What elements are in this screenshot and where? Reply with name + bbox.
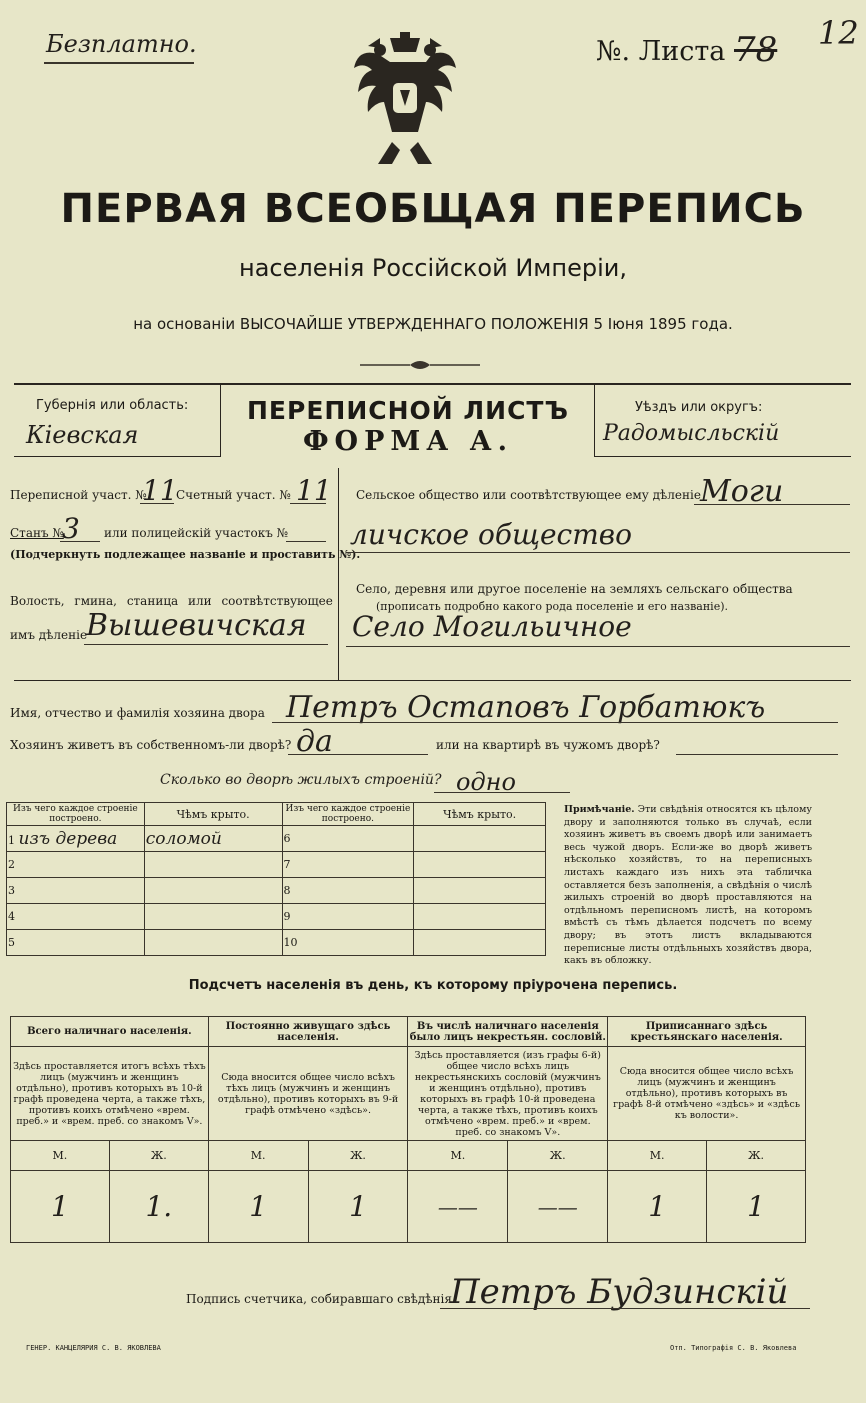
form-name: ПЕРЕПИСНОЙ ЛИСТЪ — [247, 396, 569, 425]
count-section-line — [290, 503, 326, 504]
sheet-number-value: 78 — [734, 30, 778, 70]
signature-label: Подпись счетчика, собиравшаго свѣдѣнія — [186, 1292, 452, 1306]
footer-right: Отп. Типографія С. В. Яковлева — [670, 1344, 797, 1352]
buildings-cell — [414, 930, 546, 956]
table-row — [7, 826, 546, 852]
village-value: Село Могильичное — [352, 610, 632, 643]
own-yard-line — [288, 754, 428, 755]
female-header: Ж. — [707, 1141, 806, 1171]
female-header: Ж. — [508, 1141, 608, 1171]
society-label: Сельское общество или соотвѣтствующее ему дѣленіе — [356, 488, 701, 502]
building-roof: соломой — [144, 826, 282, 852]
stan-label: Станъ № — [10, 526, 64, 540]
row-number: 1 — [8, 833, 15, 847]
sheet-number-label: №. Листа — [596, 36, 726, 67]
buildings-cell — [414, 904, 546, 930]
buildings-cell — [7, 826, 145, 852]
police-label: или полицейскій участокъ № — [104, 526, 289, 540]
buildings-value: одно — [456, 768, 516, 796]
count-head-permanent: Постоянно живущаго здѣсь населенія. — [208, 1017, 408, 1047]
village-label: Село, деревня или другое поселеніе на земляхъ сельскаго общества — [356, 582, 793, 596]
count-total-female: 1. — [109, 1171, 208, 1243]
row-number: 3 — [7, 878, 145, 904]
count-permanent-female: 1 — [308, 1171, 408, 1243]
buildings-cell — [144, 852, 282, 878]
district-label: Уѣздъ или округъ: — [635, 400, 763, 415]
count-head-total: Всего наличнаго населенія. — [11, 1017, 209, 1047]
police-line — [286, 541, 326, 542]
count-desc-permanent: Сюда вносится общее число всѣхъ тѣхъ лицъ (мужчинъ и женщинъ отдѣльно), противъ которыхъ въ 9-й графѣ отмѣчено «здѣсь». — [208, 1047, 408, 1141]
note-block — [564, 804, 812, 968]
buildings-label: Сколько во дворѣ жилыхъ строеній? — [160, 772, 442, 788]
table-row — [7, 852, 546, 878]
count-head-non-peasant: Въ числѣ наличнаго населенія было лицъ некрестьян. сословій. — [408, 1017, 608, 1047]
buildings-cell — [414, 826, 546, 852]
free-label: Безплатно. — [46, 30, 197, 58]
buildings-cell — [414, 878, 546, 904]
row-number: 7 — [282, 852, 414, 878]
row-number: 2 — [7, 852, 145, 878]
village-note: (прописать подробно какого рода поселеніе и его названіе). — [376, 600, 728, 613]
row-number: 6 — [282, 826, 414, 852]
row-number: 8 — [282, 878, 414, 904]
male-header: М. — [208, 1141, 308, 1171]
count-head-peasant: Приписаннаго здѣсь крестьянскаго населенія. — [608, 1017, 806, 1047]
district-box — [594, 383, 851, 457]
volost-label: Волость, гмина, станица или соотвѣтствующее — [10, 594, 333, 608]
sheet-number-margin: 12 — [818, 14, 859, 52]
female-header: Ж. — [308, 1141, 408, 1171]
count-desc-non-peasant: Здѣсь проставляется (изъ графы 6-й) общее число всѣхъ лицъ некрестьянскихъ сословій (мужчинъ и женщинъ отдѣльно), противъ которыхъ въ графѣ 10-й проведена черта, а также тѣхъ, противъ коихъ отмѣчено «врем. преб.» и «врем. преб. со знакомъ V». — [408, 1047, 608, 1141]
stan-line — [60, 541, 100, 542]
buildings-cell — [144, 930, 282, 956]
province-label: Губернія или область: — [36, 398, 189, 413]
buildings-cell — [144, 904, 282, 930]
province-value: Кіевская — [26, 421, 139, 449]
buildings-col-roof-2: Чѣмъ крыто. — [414, 803, 546, 826]
signature-line — [440, 1308, 810, 1309]
society-line-2 — [346, 552, 850, 553]
row-number: 4 — [7, 904, 145, 930]
census-section-line — [140, 503, 174, 504]
village-line — [346, 646, 850, 647]
male-header: М. — [608, 1141, 707, 1171]
section-rule — [14, 680, 851, 681]
society-line-1 — [694, 504, 850, 505]
row-number: 9 — [282, 904, 414, 930]
count-desc-peasant: Сюда вносится общее число всѣхъ лицъ (мужчинъ и женщинъ отдѣльно), противъ которыхъ въ графѣ 8-й отмѣчено «здѣсь» и «здѣсь къ волости». — [608, 1047, 806, 1141]
underline-note: (Подчеркнуть подлежащее названіе и проставить №). — [10, 548, 361, 561]
district-value: Радомысльскій — [603, 421, 780, 446]
table-row — [7, 930, 546, 956]
male-header: М. — [408, 1141, 508, 1171]
buildings-col-material: Изъ чего каждое строеніе построено. — [7, 803, 145, 826]
volost-label-2: имъ дѣленіе — [10, 628, 88, 642]
buildings-col-roof: Чѣмъ крыто. — [144, 803, 282, 826]
count-section-value: 11 — [296, 474, 332, 507]
buildings-cell — [144, 878, 282, 904]
owner-name-label: Имя, отчество и фамилія хозяина двора — [10, 706, 265, 720]
volost-line — [84, 644, 328, 645]
male-header: М. — [11, 1141, 110, 1171]
ornament-divider — [360, 358, 480, 372]
buildings-table — [6, 802, 546, 956]
count-section-label: Счетный участ. № — [176, 488, 291, 502]
buildings-cell — [414, 852, 546, 878]
count-permanent-male: 1 — [208, 1171, 308, 1243]
column-separator — [338, 468, 339, 680]
population-count-table — [10, 1016, 806, 1243]
building-material: изъ дерева — [18, 828, 118, 849]
count-peasant-female: 1 — [707, 1171, 806, 1243]
society-value-2: личское общество — [350, 518, 632, 551]
province-box — [14, 383, 221, 457]
census-basis: на основаніи ВЫСОЧАЙШЕ УТВЕРЖДЕННАГО ПОЛОЖЕНІЯ 5 Іюня 1895 года. — [133, 315, 733, 333]
rent-label: или на квартирѣ въ чужомъ дворѣ? — [436, 738, 660, 752]
rent-line — [676, 754, 838, 755]
count-title: Подсчетъ населенія въ день, къ которому пріурочена перепись. — [188, 978, 678, 993]
footer-left: ГЕНЕР. КАНЦЕЛЯРИЯ С. В. ЯКОВЛЕВА — [26, 1344, 161, 1352]
owner-name-line — [272, 722, 838, 723]
note-head: Примѣчаніе. — [564, 804, 635, 815]
census-section-value: 11 — [142, 474, 178, 507]
census-section-label: Переписной участ. № — [10, 488, 147, 502]
society-value-1: Моги — [700, 474, 784, 509]
census-main-title: ПЕРВАЯ ВСЕОБЩАЯ ПЕРЕПИСЬ — [60, 186, 806, 232]
note-text: Эти свѣдѣнія относятся къ цѣлому двору и заполняются только въ случаѣ, если хозяинъ живетъ въ своемъ дворѣ или занимаетъ весь чужой дворъ. Если-же во дворѣ живетъ нѣсколько хозяйствъ, то на переписныхъ листахъ каждаго изъ нихъ эта табличка оставляется безъ заполненія, а свѣдѣнія о числѣ жилыхъ строеній во дворѣ проставляются на отдѣльномъ переписномъ листѣ, на которомъ вмѣстѣ съ тѣмъ дѣлается подсчетъ по всему двору; въ этотъ листъ вкладываются переписные листы отдѣльныхъ хозяйствъ двора, какъ въ обложку. — [564, 804, 812, 967]
count-desc-total: Здѣсь проставляется итогъ всѣхъ тѣхъ лицъ (мужчинъ и женщинъ отдѣльно), противъ которыхъ въ 10-й графѣ проведена черта, а также тѣхъ, противъ коихъ отмѣчено «врем. преб.» и «врем. преб. со знакомъ V». — [11, 1047, 209, 1141]
volost-value: Вышевичская — [86, 608, 307, 643]
own-yard-value: да — [296, 724, 333, 759]
count-nonpeasant-male: —— — [408, 1171, 508, 1243]
table-row — [7, 878, 546, 904]
owner-name-value: Петръ Остаповъ Горбатюкъ — [286, 690, 766, 725]
table-row — [7, 904, 546, 930]
count-total-male: 1 — [11, 1171, 110, 1243]
female-header: Ж. — [109, 1141, 208, 1171]
count-nonpeasant-female: —— — [508, 1171, 608, 1243]
own-yard-label: Хозяинъ живетъ въ собственномъ-ли дворѣ? — [10, 738, 292, 752]
form-type: ФОРМА А. — [302, 426, 514, 457]
free-underline — [44, 62, 194, 64]
row-number: 5 — [7, 930, 145, 956]
buildings-col-material-2: Изъ чего каждое строеніе построено. — [282, 803, 414, 826]
buildings-line — [434, 792, 570, 793]
signature-value: Петръ Будзинскій — [450, 1272, 789, 1312]
census-subtitle: населенія Россійской Имперіи, — [239, 254, 627, 282]
stan-value: 3 — [62, 512, 80, 545]
count-peasant-male: 1 — [608, 1171, 707, 1243]
row-number: 10 — [282, 930, 414, 956]
double-headed-eagle-emblem — [340, 24, 470, 174]
